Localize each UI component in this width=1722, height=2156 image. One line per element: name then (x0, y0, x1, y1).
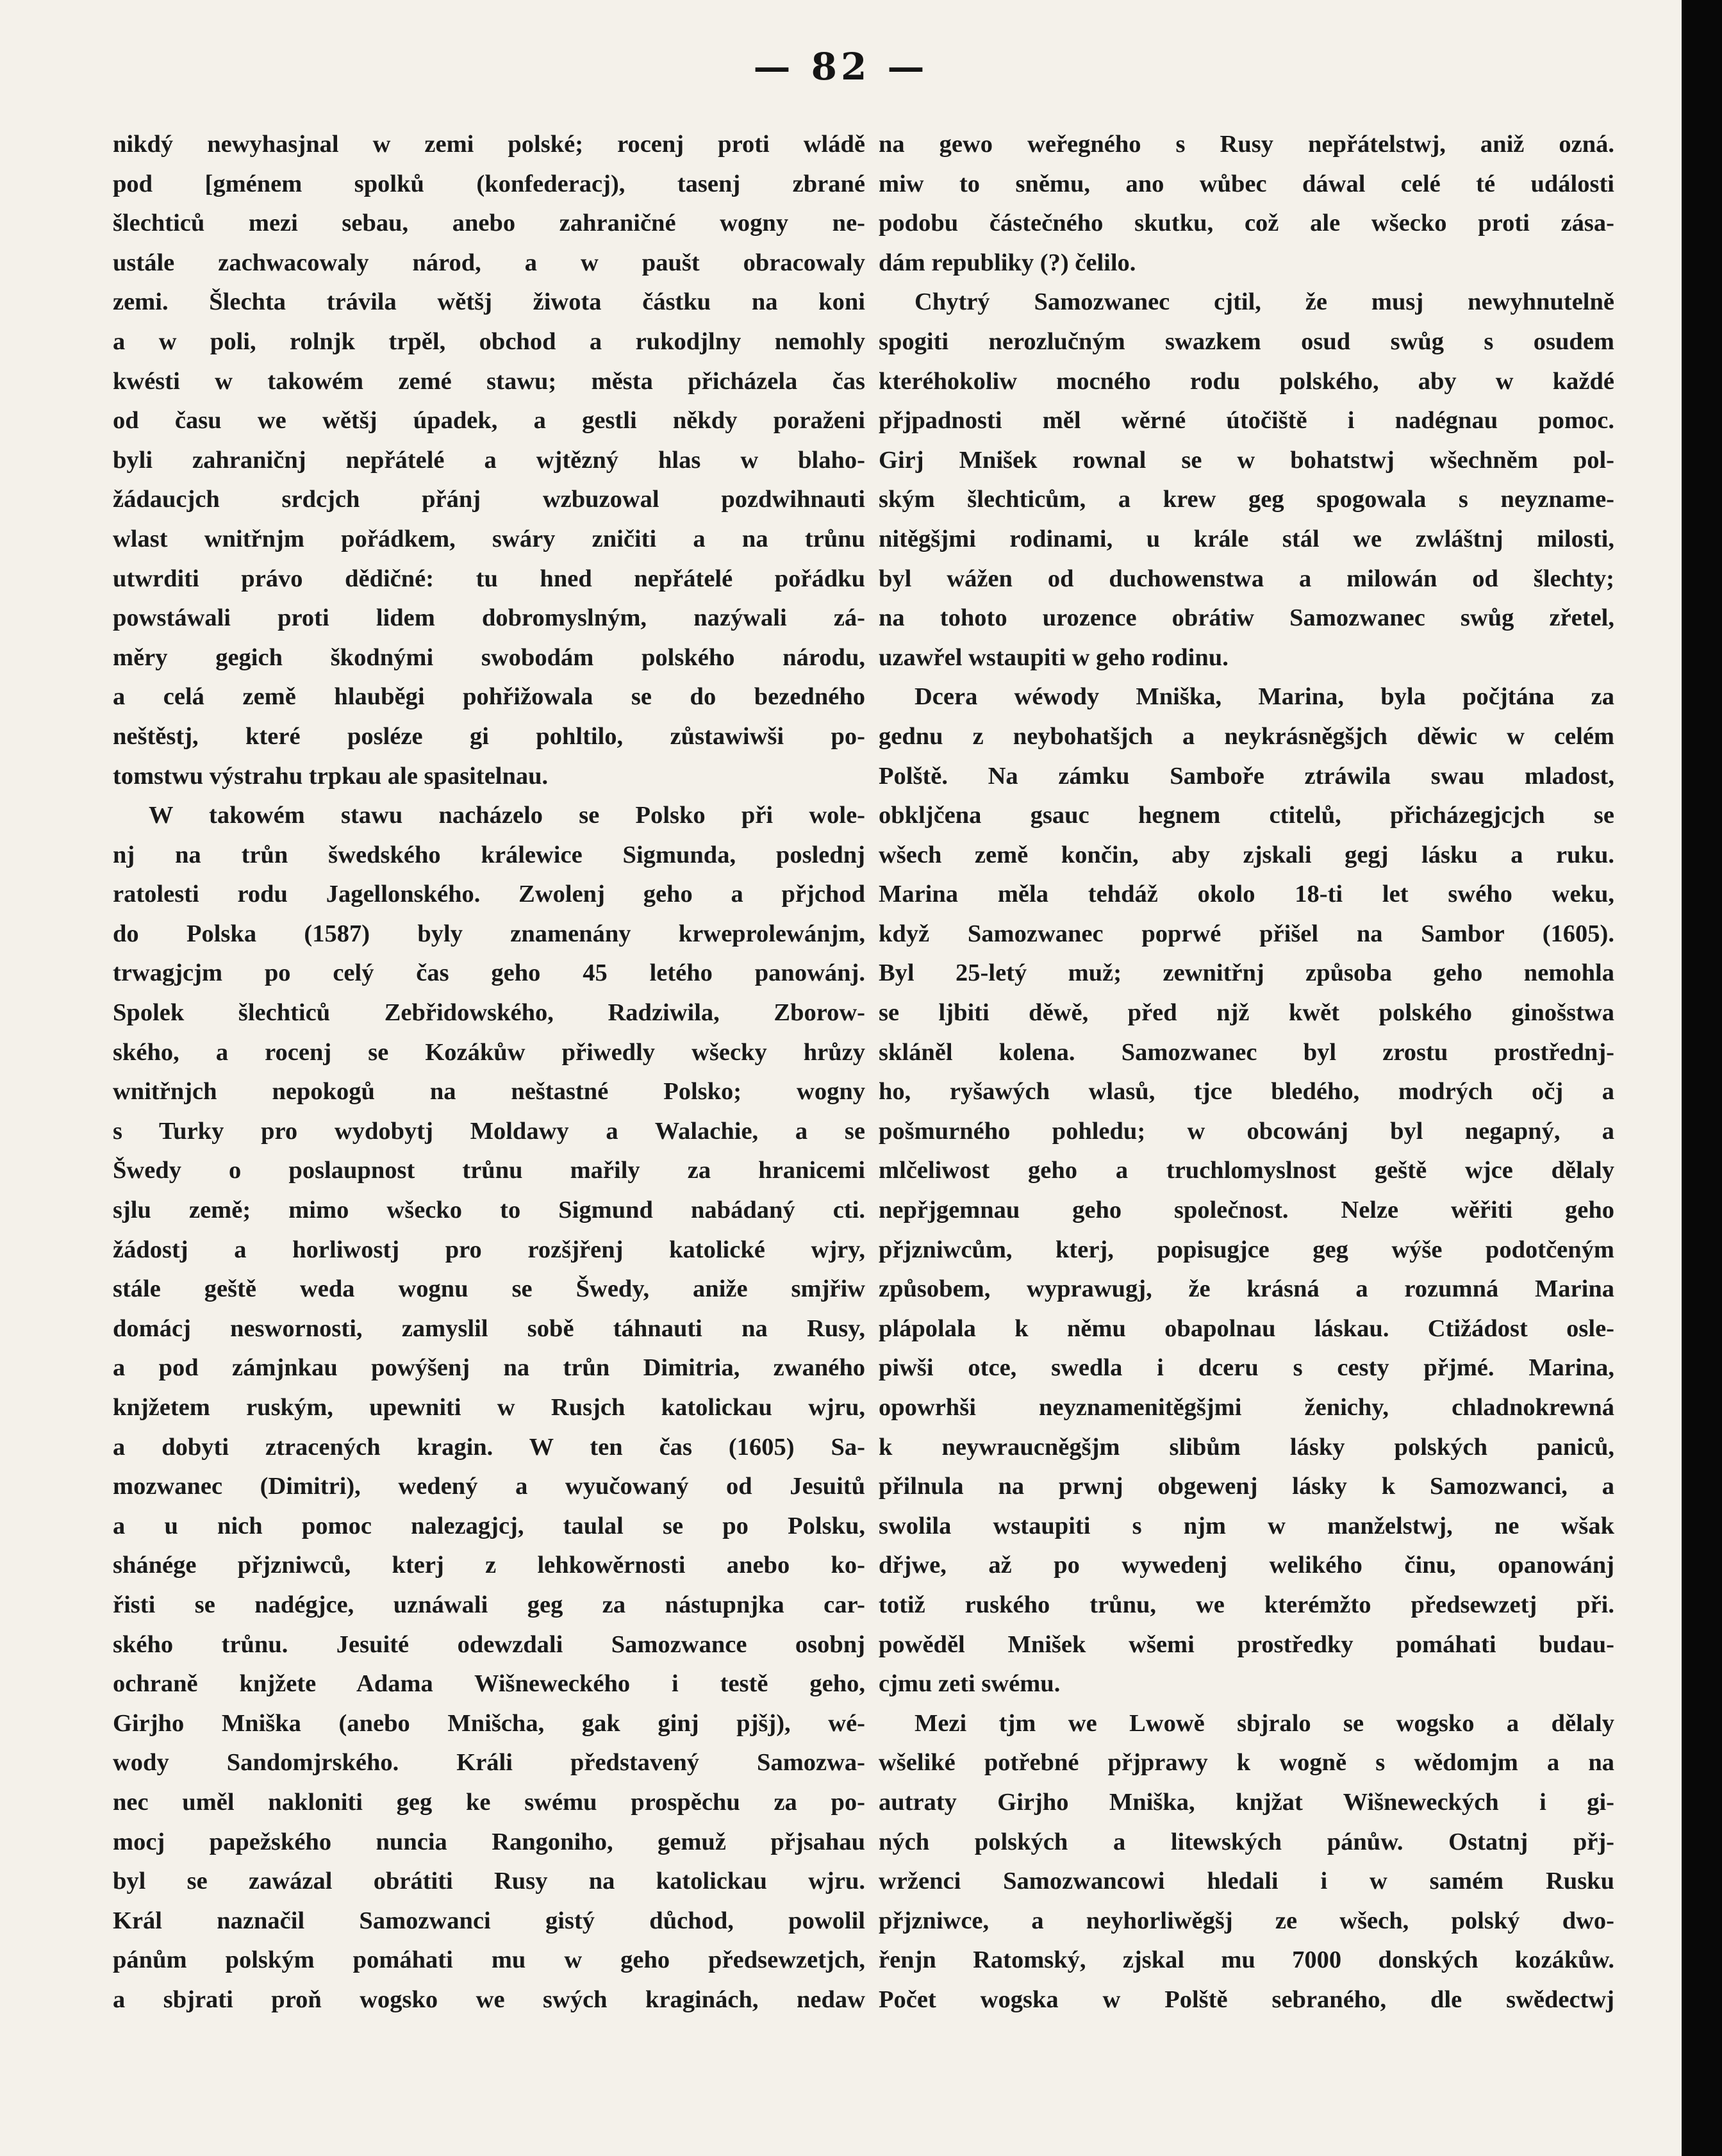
text-line: od času we wětšj úpadek, a gestli někdy poraženi (113, 407, 865, 435)
text-line: do Polska (1587) byly znamenány krweprolewánjm, (113, 920, 865, 947)
text-line: žádaucjch srdcjch přánj wzbuzowal pozdwihnauti (113, 486, 865, 513)
text-line: kwésti w takowém zemé stawu; města přicházela čas (113, 367, 865, 395)
text-line: způsobem, wyprawugj, že krásná a rozumná Marina (879, 1275, 1614, 1303)
text-line: nj na trůn šwedského králewice Sigmunda, poslednj (113, 841, 865, 868)
text-line: obkljčena gsauc hegnem ctitelů, přicházegjcjch se (879, 802, 1614, 829)
text-line: přjpadnosti měl wěrné útočiště i nadégnau pomoc. (879, 407, 1614, 435)
text-line: přjzniwce, a neyhorliwěgšj ze wšech, polský dwo- (879, 1907, 1614, 1934)
text-line: powěděl Mnišek wšemi prostředky pomáhati budau- (879, 1630, 1614, 1658)
text-line: miw to sněmu, ano wůbec dáwal celé té události (879, 170, 1614, 197)
text-line: gednu z neybohatšjch a neykrásněgšjch děwic w celém (879, 722, 1614, 750)
paragraph-start: Mezi tjm we Lwowě sbjralo se wogsko a dělaly (915, 1709, 1614, 1737)
text-line: domácj neswornosti, zamyslil sobě táhnauti na Rusy, (113, 1314, 865, 1342)
text-line: utwrditi právo dědičné: tu hned nepřátelé pořádku (113, 565, 865, 592)
text-line: Girjho Mniška (anebo Mnišcha, gak ginj pjšj), wé- (113, 1709, 865, 1737)
text-line: pošmurného pohledu; w obcowánj byl negapný, a (879, 1117, 1614, 1145)
text-line: knjžetem ruským, upewniti w Rusjch katolickau wjru, (113, 1394, 865, 1421)
text-line: na gewo weřegného s Rusy nepřátelstwj, aniž ozná. (879, 131, 1614, 158)
text-line: skláněl kolena. Samozwanec byl zrostu prostřednj- (879, 1038, 1614, 1066)
text-line: autraty Girjho Mniška, knjžat Wišneweckých i gi- (879, 1788, 1614, 1816)
text-line: wšech země končin, aby zjskali gegj lásku a ruku. (879, 841, 1614, 868)
text-line: pod [gménem spolků (konfederacj), tasenj zbrané (113, 170, 865, 197)
text-line: řenjn Ratomský, zjskal mu 7000 donských kozákůw. (879, 1946, 1614, 1974)
text-line: totiž ruského trůnu, we kterémžto předsewzetj při. (879, 1591, 1614, 1618)
text-line: Král naznačil Samozwanci gistý důchod, powolil (113, 1907, 865, 1934)
text-line: uzawřel wstaupiti w geho rodinu. (879, 643, 1229, 671)
paragraph-start: Dcera wéwody Mniška, Marina, byla počjtána za (915, 683, 1614, 711)
text-line: žádostj a horliwostj pro rozšjřenj katolické wjry, (113, 1236, 865, 1263)
text-line: cjmu zeti swému. (879, 1670, 1061, 1698)
paragraph-start: Chytrý Samozwanec cjtil, že musj newyhnutelně (915, 288, 1614, 316)
text-line: ského trůnu. Jesuité odewzdali Samozwance osobnj (113, 1630, 865, 1658)
text-line: wody Sandomjrského. Králi představený Samozwa- (113, 1749, 865, 1777)
text-line: byli zahraničnj nepřátelé a wjtězný hlas w blaho- (113, 446, 865, 474)
text-line: kteréhokoliw mocného rodu polského, aby w každé (879, 367, 1614, 395)
text-line: byl se zawázal obrátiti Rusy na katolickau wjru. (113, 1868, 865, 1895)
page-number-header: — 82 — (753, 45, 929, 88)
text-line: a celá země hlauběgi pohřižowala se do bezedného (113, 683, 865, 711)
text-line: dřjwe, až po wywedenj welikého činu, opanowánj (879, 1552, 1614, 1579)
text-line: byl wážen od duchowenstwa a milowán od šlechty; (879, 565, 1614, 592)
text-line: mocj papežského nuncia Rangoniho, gemuž přjsahau (113, 1828, 865, 1855)
text-line: ského, a rocenj se Kozákůw přiwedly wšecky hrůzy (113, 1038, 865, 1066)
text-line: piwši otce, swedla i dceru s cesty přjmé. Marina, (879, 1354, 1614, 1382)
text-line: opowrhši neyznamenitěgšjmi ženichy, chladnokrewná (879, 1394, 1614, 1421)
text-line: plápolala k němu obapolnau láskau. Ctižádost osle- (879, 1314, 1614, 1342)
text-line: wnitřnjch nepokogů na neštastné Polsko; wogny (113, 1078, 865, 1106)
text-line: sjlu země; mimo wšecko to Sigmund nabádaný cti. (113, 1197, 865, 1224)
text-line: ratolesti rodu Jagellonského. Zwolenj geho a přjchod (113, 881, 865, 908)
text-line: Polště. Na zámku Samboře ztráwila swau mladost, (879, 762, 1614, 790)
text-line: shánége přjzniwců, kterj z lehkowěrnosti anebo ko- (113, 1552, 865, 1579)
left-text-column (113, 125, 865, 2020)
text-line: podobu částečného skutku, což ale wšecko proti zása- (879, 210, 1614, 237)
text-line: pánům polským pomáhati mu w geho předsewzetjch, (113, 1946, 865, 1974)
text-line: ho, ryšawých wlasů, tjce bledého, modrých očj a (879, 1078, 1614, 1106)
text-line: ským šlechticům, a krew geg spogowala s neyzname- (879, 486, 1614, 513)
text-line: Počet wogska w Polště sebraného, dle swědectwj (879, 1986, 1614, 2013)
text-line: a dobyti ztracených kragin. W ten čas (1605) Sa- (113, 1433, 865, 1461)
text-line: wlast wnitřnjm pořádkem, swáry zničiti a na trůnu (113, 525, 865, 552)
text-line: wšeliké potřebné přjprawy k wogně s wědomjm a na (879, 1749, 1614, 1777)
text-line: nitěgšjmi rodinami, u krále stál we zwláštnj milosti, (879, 525, 1614, 552)
text-line: Šwedy o poslaupnost trůnu mařily za hranicemi (113, 1157, 865, 1184)
text-line: Byl 25-letý muž; zewnitřnj způsoba geho nemohla (879, 959, 1614, 987)
text-line: wrženci Samozwancowi hledali i w samém Rusku (879, 1868, 1614, 1895)
text-line: swolila wstaupiti s njm w manželstwj, ne wšak (879, 1512, 1614, 1539)
text-line: na tohoto urozence obrátiw Samozwanec swůg zřetel, (879, 604, 1614, 632)
text-line: řisti se nadégjce, uznáwali geg za nástupnjka car- (113, 1591, 865, 1618)
text-line: a pod zámjnkau powýšenj na trůn Dimitria, zwaného (113, 1354, 865, 1382)
text-line: a u nich pomoc nalezagjcj, taulal se po Polsku, (113, 1512, 865, 1539)
text-line: nepřjgemnau geho společnost. Nelze wěřiti geho (879, 1197, 1614, 1224)
scan-dark-edge (1682, 0, 1722, 2156)
right-text-column (879, 125, 1614, 2020)
text-line: trwagjcjm po celý čas geho 45 letého panowánj. (113, 959, 865, 987)
text-line: mozwanec (Dimitri), wedený a wyučowaný od Jesuitů (113, 1473, 865, 1500)
text-line: přjzniwcům, kterj, popisugjce geg wýše podotčeným (879, 1236, 1614, 1263)
text-line: a sbjrati proň wogsko we swých kraginách, nedaw (113, 1986, 865, 2013)
paragraph-start: W takowém stawu nacházelo se Polsko při wole- (149, 802, 865, 829)
text-line: a w poli, rolnjk trpěl, obchod a rukodjlny nemohly (113, 328, 865, 355)
text-line: ochraně knjžete Adama Wišneweckého i testě geho, (113, 1670, 865, 1698)
text-line: Marina měla tehdáž okolo 18-ti let swého weku, (879, 881, 1614, 908)
text-line: powstáwali proti lidem dobromyslným, nazýwali zá- (113, 604, 865, 632)
text-line: nec uměl nakloniti geg ke swému prospěchu za po- (113, 1788, 865, 1816)
text-line: přilnula na prwnj obgewenj lásky k Samozwanci, a (879, 1473, 1614, 1500)
text-line: zemi. Šlechta trávila wětšj žiwota částku na koni (113, 288, 865, 316)
text-line: stále geště weda wognu se Šwedy, aniže smjřiw (113, 1275, 865, 1303)
text-line: se ljbiti děwě, před njž kwět polského ginošstwa (879, 999, 1614, 1027)
text-line: Spolek šlechticů Zebřidowského, Radziwila, Zborow- (113, 999, 865, 1027)
text-line: Girj Mnišek rownal se w bohatstwj wšechněm pol- (879, 446, 1614, 474)
text-line: měry gegich škodnými swobodám polského národu, (113, 643, 865, 671)
text-line: spogiti nerozlučným swazkem osud swůg s osudem (879, 328, 1614, 355)
text-line: šlechticů mezi sebau, anebo zahraničné wogny ne- (113, 210, 865, 237)
text-line: nikdý newyhasjnal w zemi polské; rocenj proti wládě (113, 131, 865, 158)
text-line: ustále zachwacowaly národ, a w paušt obracowaly (113, 249, 865, 276)
text-line: když Samozwanec poprwé přišel na Sambor (1605). (879, 920, 1614, 947)
text-line: k neywraucněgšjm slibům lásky polských paniců, (879, 1433, 1614, 1461)
text-line: ných polských a litewských pánůw. Ostatnj přj- (879, 1828, 1614, 1855)
text-line: neštěstj, které posléze gi pohltilo, zůstawiwši po- (113, 722, 865, 750)
text-line: dám republiky (?) čelilo. (879, 249, 1136, 276)
text-line: tomstwu výstrahu trpkau ale spasitelnau. (113, 762, 549, 790)
text-line: mlčeliwost geho a truchlomyslnost geště wjce dělaly (879, 1157, 1614, 1184)
text-line: s Turky pro wydobytj Moldawy a Walachie, a se (113, 1117, 865, 1145)
